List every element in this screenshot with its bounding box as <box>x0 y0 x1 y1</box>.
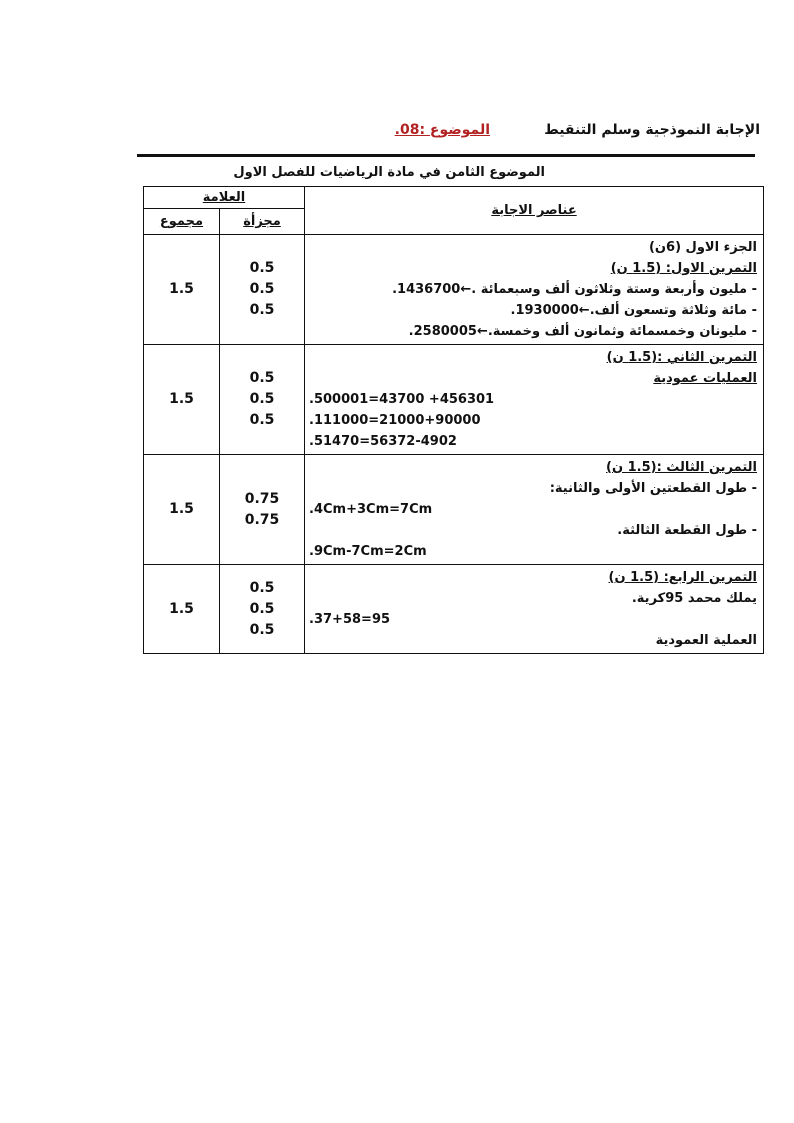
total-header <box>144 209 220 235</box>
exercise-heading: التمرين الاول: (1.5 ن) <box>610 261 758 276</box>
exercise-heading: التمرين الثاني :(1.5 ن) <box>606 350 758 365</box>
total-value: 1.5 <box>169 391 194 407</box>
answer-cell <box>305 455 764 565</box>
partial-value: 0.5 <box>249 302 275 318</box>
partial-header <box>220 209 305 235</box>
table-row <box>144 345 764 455</box>
partial-value: 0.5 <box>249 391 275 407</box>
answer-line: - مائة وثلاثة وتسعون ألف.←1930000. <box>510 303 758 318</box>
answer-line: يملك محمد 95كرية. <box>631 591 758 606</box>
answer-line: - طول القطعتين الأولى والثانية: <box>549 481 758 496</box>
table-row <box>144 455 764 565</box>
subject-number: الموضوع :08. <box>394 122 490 138</box>
total-value: 1.5 <box>169 281 194 297</box>
part-heading: الجزء الاول (6ن) <box>648 240 758 255</box>
total-cell <box>144 455 220 565</box>
mark-header <box>144 187 305 209</box>
answer-cell <box>305 235 764 345</box>
page-title: الإجابة النموذجية وسلم التنقيط <box>544 122 760 138</box>
answer-line: 4Cm+3Cm=7Cm. <box>309 502 433 517</box>
partial-value: 0.5 <box>249 621 275 638</box>
answer-line: - طول القطعة الثالثة. <box>617 523 758 538</box>
partial-value: 0.75 <box>244 490 280 507</box>
answer-cell <box>305 565 764 654</box>
partial-value: 0.5 <box>249 260 275 276</box>
answer-line: 456301+ 43700=500001. <box>309 392 495 407</box>
partial-value: 0.5 <box>249 281 275 297</box>
partial-cell <box>220 565 305 654</box>
partial-header-label: مجزأة <box>243 214 281 229</box>
partial-value: 0.5 <box>249 600 275 617</box>
table-row <box>144 565 764 654</box>
total-value: 1.5 <box>169 501 194 517</box>
answer-line: العمليات عمودية <box>653 371 758 386</box>
answer-line: 21000+90000=111000. <box>309 413 481 428</box>
exercise-heading: التمرين الرابع: (1.5 ن) <box>608 570 758 585</box>
partial-value: 0.75 <box>244 511 280 528</box>
total-cell <box>144 235 220 345</box>
total-value: 1.5 <box>169 600 194 617</box>
total-cell <box>144 565 220 654</box>
answer-line: العملية العمودية <box>655 633 758 648</box>
answer-table <box>143 186 764 654</box>
document-subtitle: الموضوع الثامن في مادة الرياضيات للفصل الاول <box>233 165 545 180</box>
partial-value: 0.5 <box>249 370 275 386</box>
partial-value: 0.5 <box>249 579 275 596</box>
mark-header-label: العلامة <box>202 190 246 205</box>
total-cell <box>144 345 220 455</box>
answer-cell <box>305 345 764 455</box>
answer-line: - مليونان وخمسمائة وثمانون ألف وخمسة.←2580005. <box>408 324 758 339</box>
answer-line: 95=37+58. <box>309 612 391 627</box>
partial-cell <box>220 345 305 455</box>
answer-header <box>305 187 764 235</box>
total-header-label: مجموع <box>159 214 204 229</box>
header-divider <box>137 154 755 157</box>
answer-header-label: عناصر الاجابة <box>491 203 577 218</box>
partial-cell <box>220 235 305 345</box>
partial-value: 0.5 <box>249 412 275 428</box>
exercise-heading: التمرين الثالث :(1.5 ن) <box>606 460 758 475</box>
partial-cell <box>220 455 305 565</box>
answer-line: 56372-4902=51470. <box>309 434 457 449</box>
table-row <box>144 235 764 345</box>
answer-line: 9Cm-7Cm=2Cm. <box>309 544 427 559</box>
answer-line: - مليون وأربعة وستة وثلاثون ألف وسبعمائة .←1436700. <box>392 282 758 297</box>
